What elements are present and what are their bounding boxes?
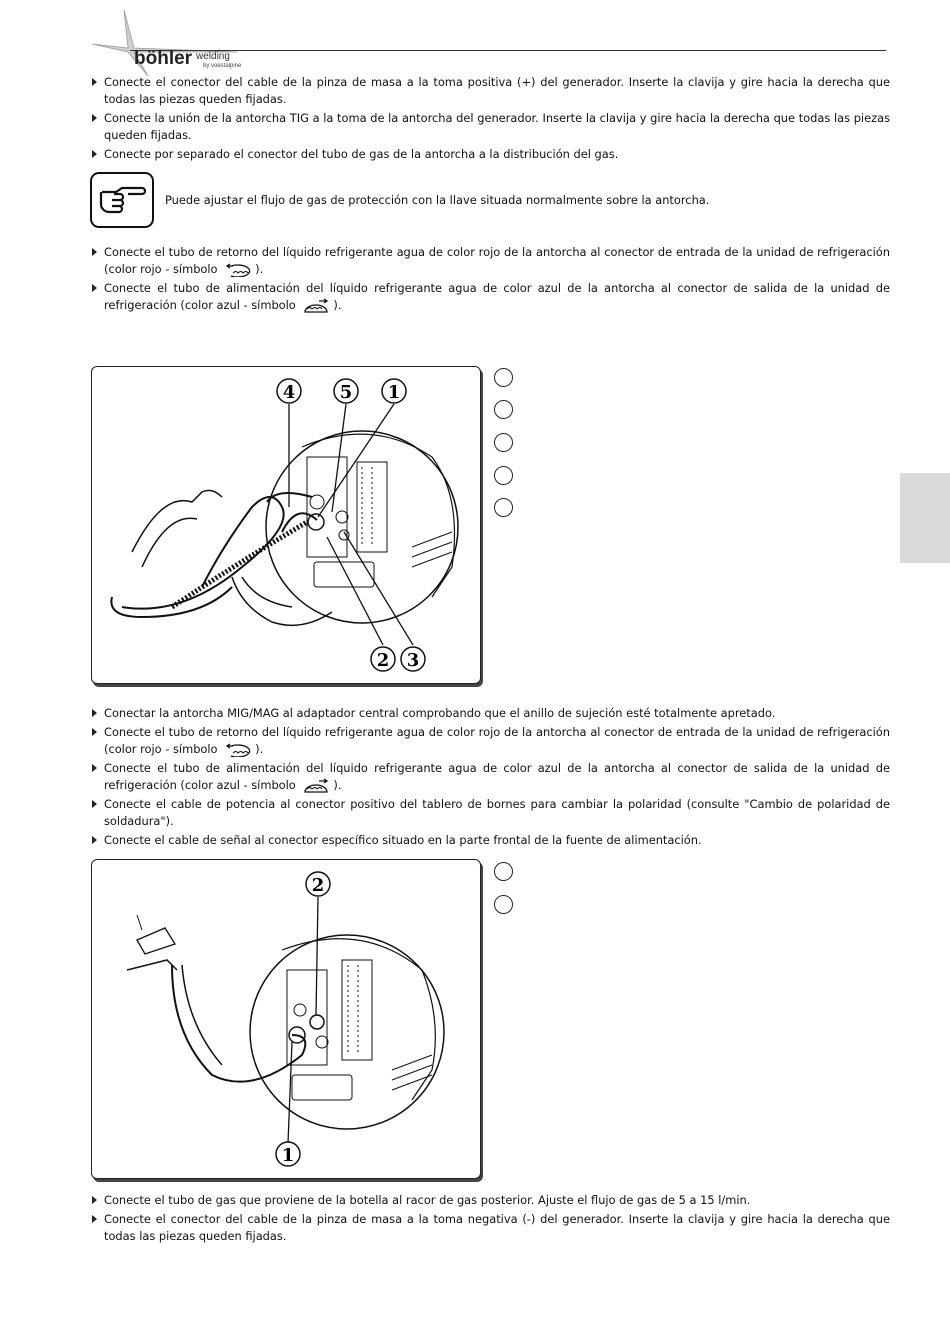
bullet-icon <box>92 709 97 717</box>
coolant-return-icon <box>223 743 253 757</box>
list-item: Conecte el tubo de alimentación del líquido refrigerante agua de color azul de la antorcha al conector de salida de la unidad de refrigeración (color azul - símbolo ). <box>90 760 890 794</box>
list-item: Conecte el tubo de retorno del líquido refrigerante agua de color rojo de la antorcha al conector de entrada de la unidad de refrigeración (color rojo - símbolo ). <box>90 244 890 278</box>
brand-name: böhler <box>134 48 193 69</box>
bullet-icon <box>92 78 97 86</box>
callout-5 <box>334 379 358 403</box>
callout-4 <box>277 379 301 403</box>
list-item: Conecte el cable de señal al conector específico situado en la parte frontal de la fuente de alimentación. <box>90 832 890 849</box>
list-item: Conectar la antorcha MIG/MAG al adaptador central comprobando que el anillo de sujeción esté totalmente apretado. <box>90 705 890 722</box>
bullet-icon <box>92 1215 97 1223</box>
list-item: Conecte por separado el conector del tubo de gas de la antorcha a la distribución del gas. <box>90 146 890 163</box>
side-tab <box>900 473 950 563</box>
legend-marker <box>494 895 513 914</box>
pointing-hand-icon <box>90 172 154 228</box>
bullet-list-3 <box>90 705 890 851</box>
list-item: Conecte la unión de la antorcha TIG a la toma de la antorcha del generador. Inserte la clavija y gire hacia la derecha que todas las piezas queden fijadas. <box>90 110 890 144</box>
callout-layer <box>92 367 480 683</box>
list-item: Conecte el tubo de alimentación del líquido refrigerante agua de color azul de la antorcha al conector de salida de la unidad de refrigeración (color azul - símbolo ). <box>90 280 890 314</box>
bullet-icon <box>92 800 97 808</box>
callout-2 <box>306 872 330 896</box>
legend-marker <box>494 498 513 517</box>
legend-marker <box>494 368 513 387</box>
callout-1 <box>382 379 406 403</box>
coolant-supply-icon <box>301 778 331 794</box>
bullet-icon <box>92 150 97 158</box>
legend-marker <box>494 862 513 881</box>
svg-text:2: 2 <box>311 875 325 896</box>
callout-3 <box>401 647 425 671</box>
list-item: Conecte el cable de potencia al conector positivo del tablero de bornes para cambiar la polaridad (consulte "Cambio de polaridad de soldadura"). <box>90 796 890 830</box>
bullet-icon <box>92 764 97 772</box>
svg-text:1: 1 <box>387 382 401 403</box>
bullet-icon <box>92 284 97 292</box>
svg-text:1: 1 <box>281 1145 295 1166</box>
bullet-list-1 <box>90 74 890 165</box>
figure-tig-connection <box>91 366 481 684</box>
svg-text:3: 3 <box>406 650 420 671</box>
figure-mma-connection <box>91 859 481 1179</box>
header-rule <box>130 50 886 51</box>
list-item: Conecte el tubo de retorno del líquido refrigerante agua de color rojo de la antorcha al conector de entrada de la unidad de refrigeración (color rojo - símbolo ). <box>90 724 890 758</box>
coolant-return-icon <box>223 263 253 277</box>
note-text: Puede ajustar el flujo de gas de protección con la llave situada normalmente sobre la antorcha. <box>165 193 710 207</box>
callout-layer <box>92 860 480 1178</box>
legend-marker <box>494 466 513 485</box>
legend-marker <box>494 400 513 419</box>
brand-tagline: by voestalpine <box>203 63 242 69</box>
svg-text:5: 5 <box>339 382 353 403</box>
coolant-supply-icon <box>301 298 331 314</box>
brand-suffix: welding <box>196 51 230 62</box>
svg-text:4: 4 <box>282 382 296 403</box>
list-item: Conecte el conector del cable de la pinza de masa a la toma negativa (-) del generador. Inserte la clavija y gire hacia la derecha que todas las piezas queden fijadas. <box>90 1211 890 1245</box>
bullet-icon <box>92 1196 97 1204</box>
svg-text:2: 2 <box>376 650 390 671</box>
bullet-list-2 <box>90 244 890 316</box>
bullet-icon <box>92 114 97 122</box>
list-item: Conecte el conector del cable de la pinza de masa a la toma positiva (+) del generador. Inserte la clavija y gire hacia la derecha que todas las piezas queden fijadas. <box>90 74 890 108</box>
bullet-icon <box>92 248 97 256</box>
bullet-list-4 <box>90 1192 890 1247</box>
callout-2 <box>371 647 395 671</box>
list-item: Conecte el tubo de gas que proviene de la botella al racor de gas posterior. Ajuste el flujo de gas de 5 a 15 l/min. <box>90 1192 890 1209</box>
bullet-icon <box>92 728 97 736</box>
legend-marker <box>494 433 513 452</box>
callout-1 <box>276 1142 300 1166</box>
bullet-icon <box>92 836 97 844</box>
